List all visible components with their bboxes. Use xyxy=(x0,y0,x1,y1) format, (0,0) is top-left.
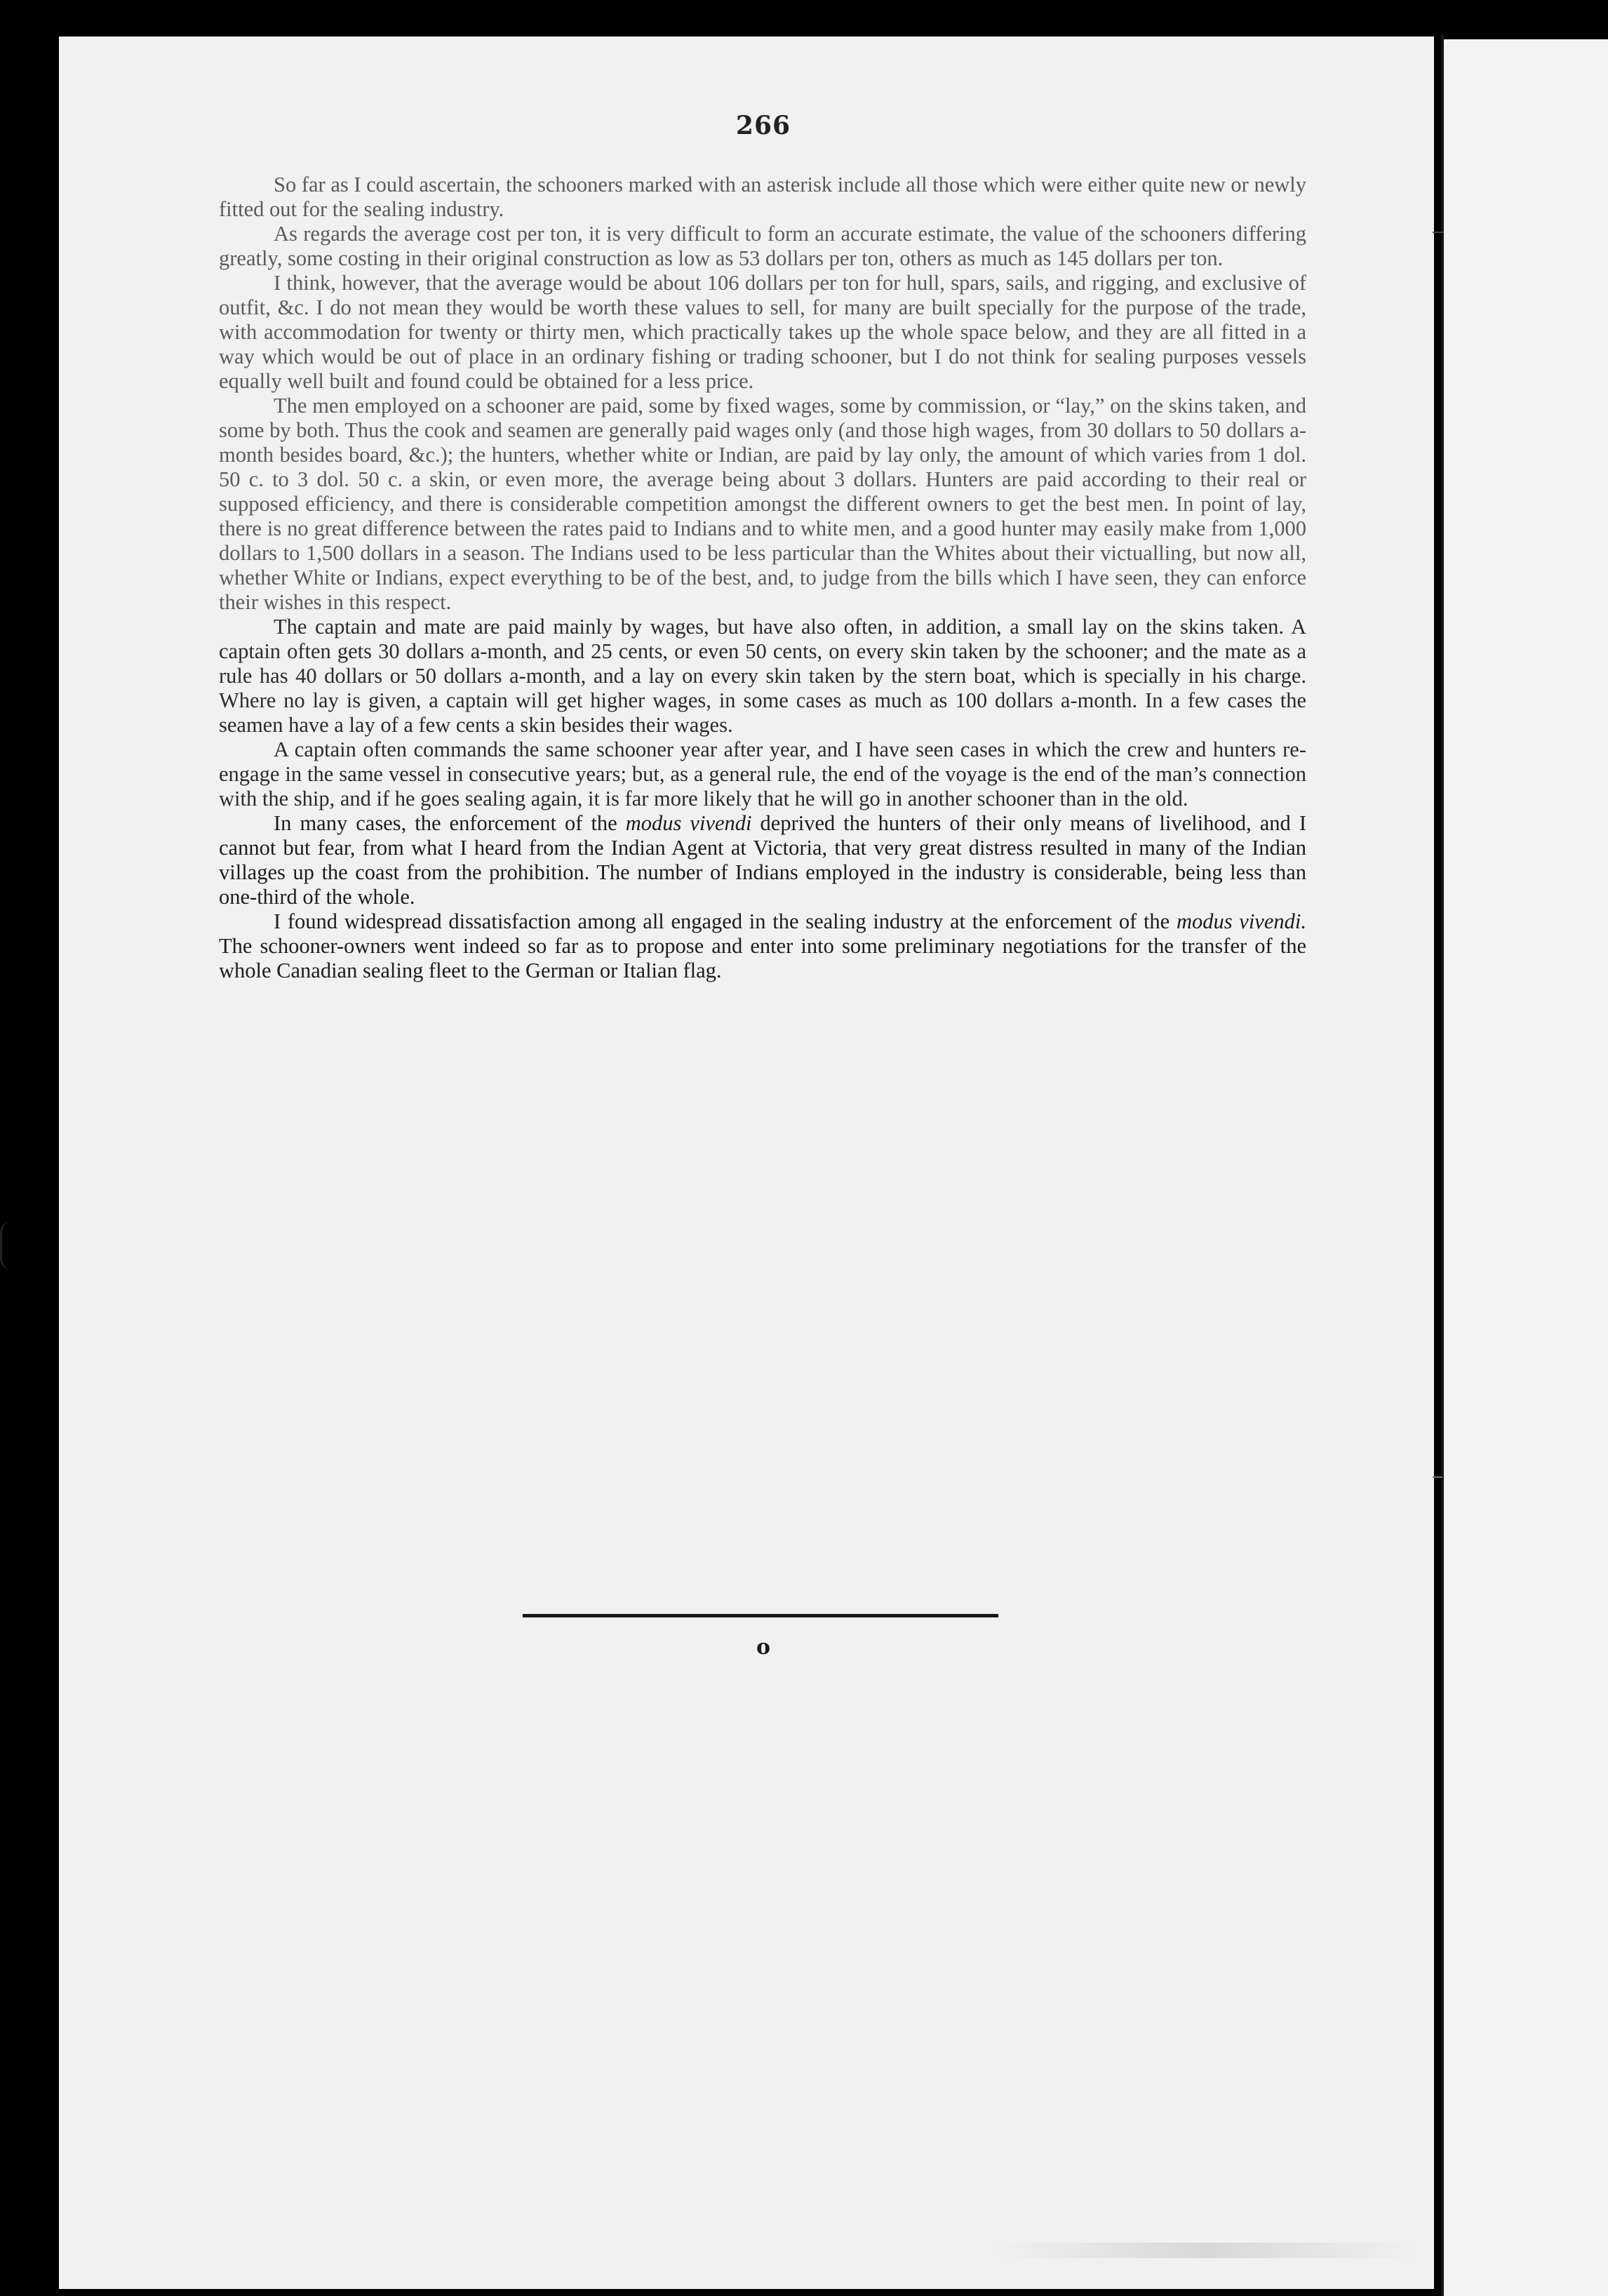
italic-phrase: modus vivendi xyxy=(625,811,752,835)
margin-tick xyxy=(1433,232,1444,233)
section-rule xyxy=(523,1614,998,1617)
paragraph-text: I found widespread dissatisfaction among all engaged in the sealing industry at the enforcement of the xyxy=(274,909,1177,933)
paragraph: The captain and mate are paid mainly by wages, but have also often, in addition, a small lay on the skins taken. A captain often gets 30 dollars a-month, and 25 cents, or even 50 cents, on every skin taken by the schooner; and the mate as a rule has 40 dollars or 50 dollars a-month, and a lay on every skin taken by the stern boat, which is specially in his charge. Where no lay is given, a captain will get higher wages, in some cases as much as 100 dollars a-month. In a few cases the seamen have a lay of a few cents a skin besides their wages. xyxy=(219,615,1306,737)
paragraph-text: The schooner-owners went indeed so far as to propose and enter into some preliminary negotiations for the transfer of the whole Canadian sealing fleet to the German or Italian flag. xyxy=(219,934,1306,982)
paragraph xyxy=(219,811,1306,909)
paragraph-text: deprived the hunters of their only means of livelihood, and I cannot but fear, from what I heard from the Indian Agent at Victoria, that very great distress resulted in many of the Indian villages up the coast from the prohibition. The number of Indians employed in the industry is considerable, being less than one-third of the whole. xyxy=(219,811,1307,909)
margin-tick xyxy=(1433,1476,1442,1478)
bleed-through-smudge xyxy=(996,2243,1417,2258)
body-text xyxy=(219,173,1306,983)
paragraph xyxy=(219,909,1306,983)
paragraph: As regards the average cost per ton, it is very difficult to form an accurate estimate, the value of the schooners differing greatly, some costing in their original construction as low as 53 dollars per ton, others as much as 145 dollars per ton. xyxy=(219,222,1306,270)
paragraph: A captain often commands the same schooner year after year, and I have seen cases in which the crew and hunters re-engage in the same vessel in consecutive years; but, as a general rule, the end of the voyage is the end of the man’s connection with the ship, and if he goes sealing again, it is far more likely that he will go in another schooner than in the old. xyxy=(219,737,1306,810)
facing-page-edge xyxy=(1444,39,1608,2296)
end-mark: o xyxy=(756,1635,770,1660)
italic-phrase: modus vivendi. xyxy=(1176,909,1306,933)
paragraph: So far as I could ascertain, the schooners marked with an asterisk include all those which were either quite new or newly fitted out for the sealing industry. xyxy=(219,173,1306,221)
paragraph: The men employed on a schooner are paid, some by fixed wages, some by commission, or “lay,” on the skins taken, and some by both. Thus the cook and seamen are generally paid wages only (and those high wages, from 30 dollars to 50 dollars a-month besides board, &c.); the hunters, whether white or Indian, are paid by lay only, the amount of which varies from 1 dol. 50 c. to 3 dol. 50 c. a skin, or even more, the average being about 3 dollars. Hunters are paid according to their real or supposed efficiency, and there is considerable competition amongst the different owners to get the best men. In point of lay, there is no great difference between the rates paid to Indians and to white men, and a good hunter may easily make from 1,000 dollars to 1,500 dollars in a season. The Indians used to be less particular than the Whites about their victualling, but now all, whether White or Indians, expect everything to be of the best, and, to judge from the bills which I have seen, they can enforce their wishes in this respect. xyxy=(219,394,1306,614)
page-number: 266 xyxy=(735,111,791,140)
binding-mark xyxy=(0,1221,12,1270)
paragraph: I think, however, that the average would be about 106 dollars per ton for hull, spars, sails, and rigging, and exclusive of outfit, &c. I do not mean they would be worth these values to sell, for many are built specially for the purpose of the trade, with accommodation for twenty or thirty men, which practically takes up the whole space below, and they are all fitted in a way which would be out of place in an ordinary fishing or trading schooner, but I do not think for sealing purposes vessels equally well built and found could be obtained for a less price. xyxy=(219,271,1306,393)
paragraph-text: In many cases, the enforcement of the xyxy=(274,811,626,835)
